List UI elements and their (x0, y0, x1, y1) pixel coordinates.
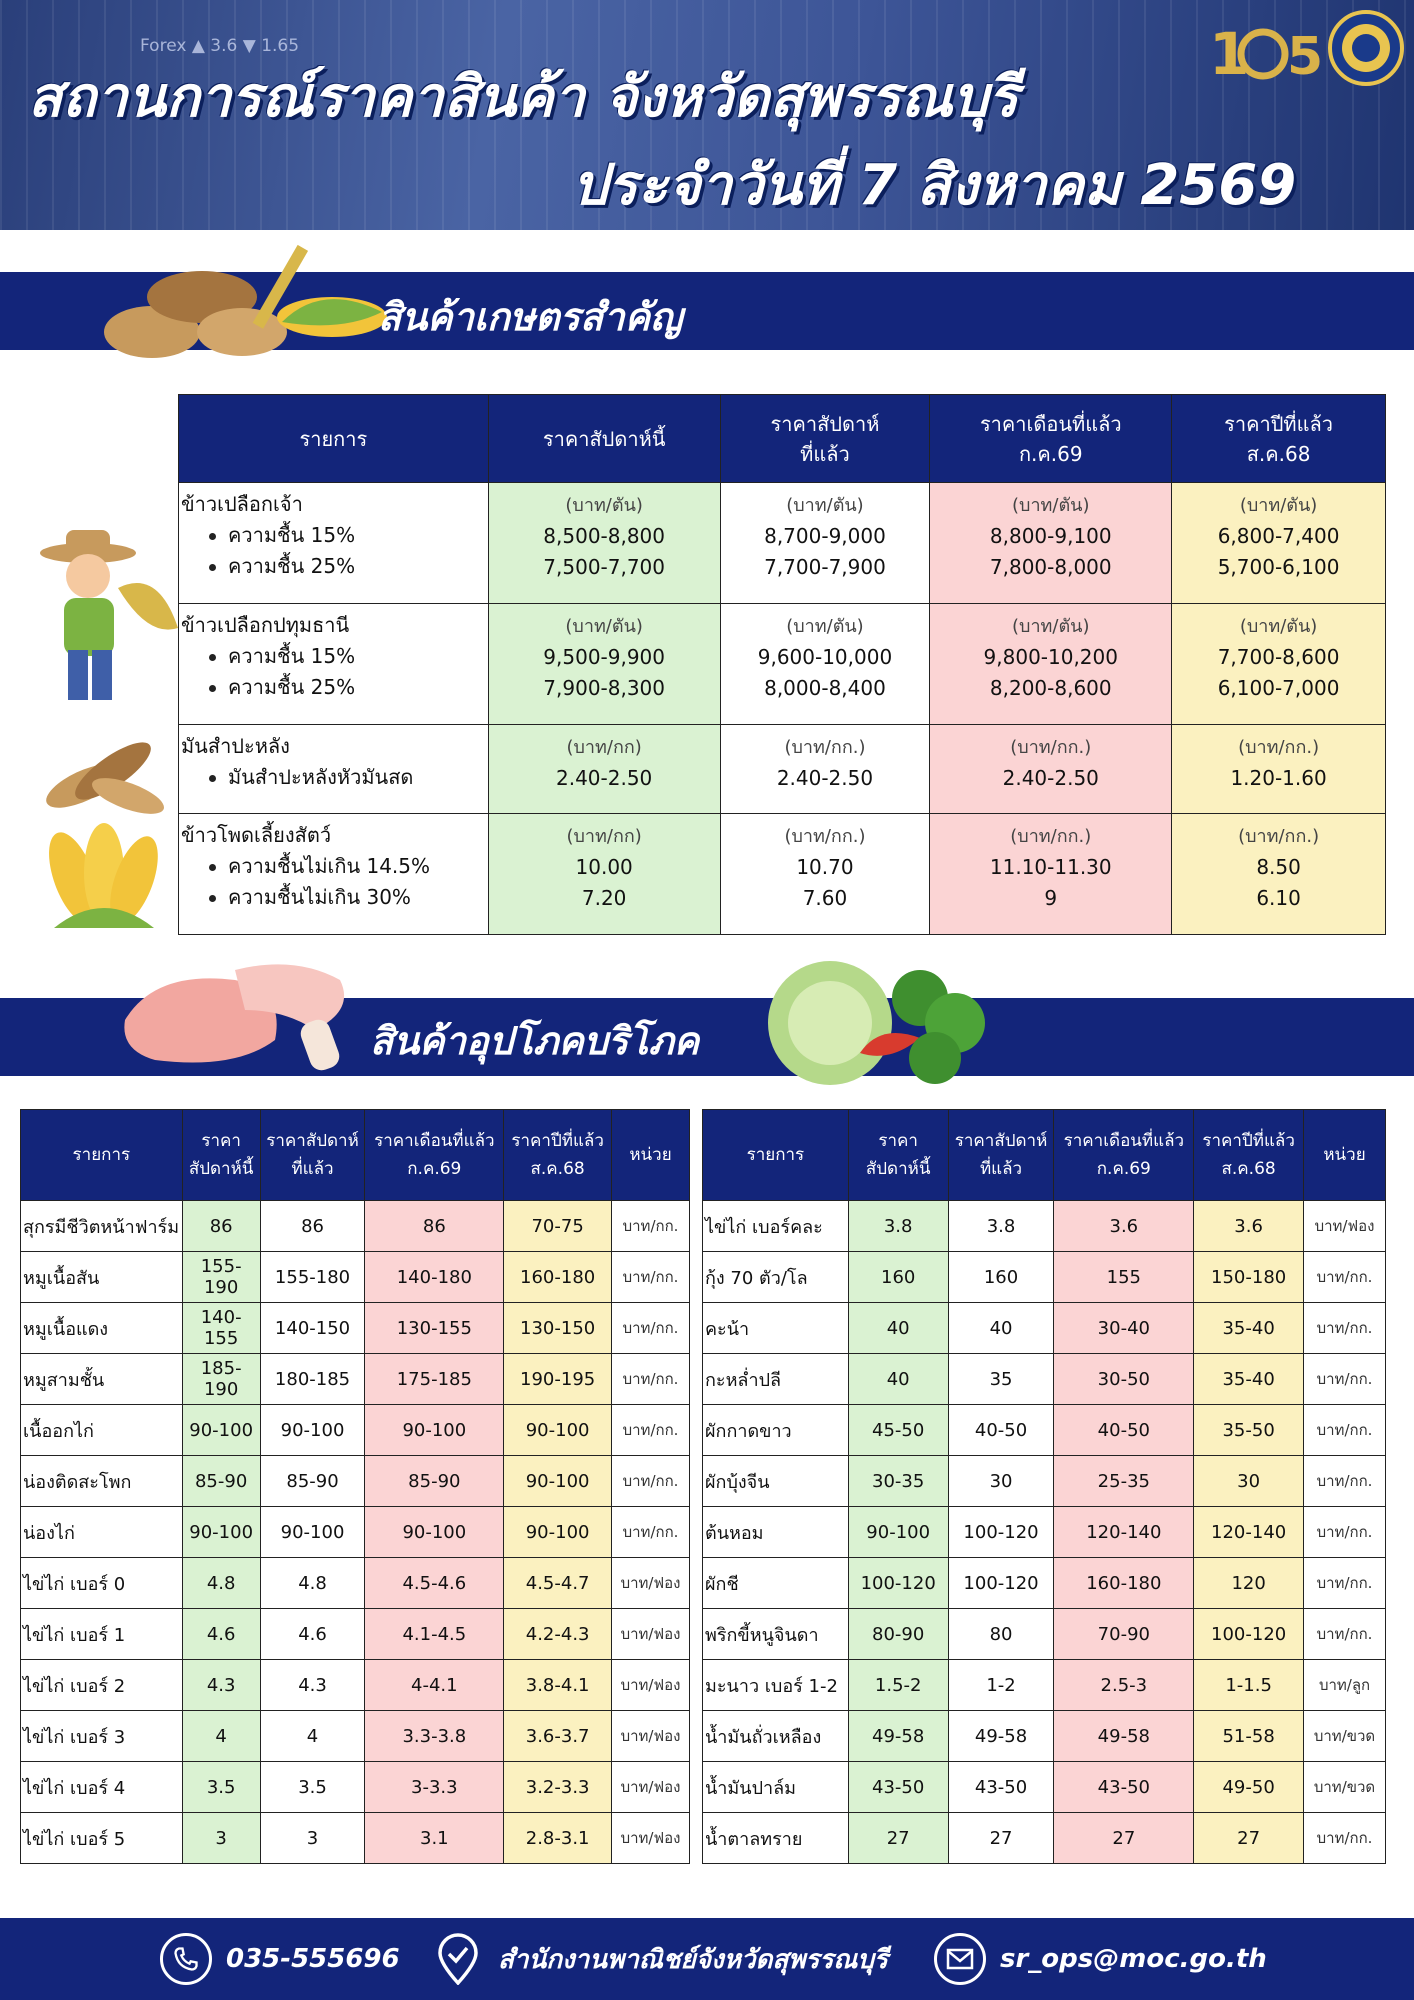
price-this-week: 3 (182, 1813, 260, 1864)
corn-illustration-icon (34, 818, 164, 938)
consumer-col-header: ราคาเดือนที่แล้ว ก.ค.69 (365, 1110, 504, 1201)
item-name: มะนาว เบอร์ 1-2 (703, 1660, 849, 1711)
price-this-week: 4.8 (182, 1558, 260, 1609)
forex-ticker: Forex ▲ 3.6 ▼ 1.65 (140, 36, 300, 56)
table-row (703, 1303, 1386, 1354)
price-last-month: 140-180 (365, 1252, 504, 1303)
price-last-month: 3.3-3.8 (365, 1711, 504, 1762)
price-this-week: 30-35 (848, 1456, 948, 1507)
item-name: ไข่ไก่ เบอร์ 1 (21, 1609, 183, 1660)
consumer-col-header: ราคาปีที่แล้ว ส.ค.68 (504, 1110, 612, 1201)
table-row (703, 1405, 1386, 1456)
item-name: หมูเนื้อแดง (21, 1303, 183, 1354)
footer-phone[interactable] (160, 1918, 400, 2000)
price-last-year: 1-1.5 (1194, 1660, 1304, 1711)
price-last-month: (บาท/ตัน) 8,800-9,100 7,800-8,000 (930, 483, 1172, 604)
price-this-week: 45-50 (848, 1405, 948, 1456)
sub-item: มันสำปะหลังหัวมันสด (181, 762, 488, 793)
price-last-year: 3.8-4.1 (504, 1660, 612, 1711)
item-name: น้ำตาลทราย (703, 1813, 849, 1864)
agri-item-cell (179, 483, 489, 604)
consumer-col-header: รายการ (21, 1110, 183, 1201)
price-this-week: 80-90 (848, 1609, 948, 1660)
table-row (703, 1201, 1386, 1252)
price-last-year: 49-50 (1194, 1762, 1304, 1813)
price-this-week: 3.8 (848, 1201, 948, 1252)
price-last-week: 90-100 (260, 1507, 365, 1558)
table-row (179, 604, 1386, 725)
price-last-week: 100-120 (948, 1558, 1054, 1609)
sub-item: ความชื้น 15% (181, 520, 488, 551)
location-check-icon (432, 1933, 484, 1985)
price-last-week: (บาท/ตัน) 8,700-9,000 7,700-7,900 (720, 483, 930, 604)
unit-label: บาท/กก. (1304, 1354, 1386, 1405)
unit-label: บาท/กก. (612, 1252, 690, 1303)
price-last-month: 30-40 (1054, 1303, 1194, 1354)
price-this-week: 85-90 (182, 1456, 260, 1507)
sub-item: ความชื้นไม่เกิน 30% (181, 882, 488, 913)
price-this-week: 43-50 (848, 1762, 948, 1813)
price-last-year: (บาท/กก.) 8.50 6.10 (1172, 814, 1386, 935)
price-last-week: 160 (948, 1252, 1054, 1303)
price-last-month: 27 (1054, 1813, 1194, 1864)
price-last-month: 25-35 (1054, 1456, 1194, 1507)
item-name: ไข่ไก่ เบอร์ 4 (21, 1762, 183, 1813)
unit-label: บาท/กก. (1304, 1609, 1386, 1660)
price-last-year: (บาท/ตัน) 7,700-8,600 6,100-7,000 (1172, 604, 1386, 725)
price-last-year: 4.2-4.3 (504, 1609, 612, 1660)
agri-item-cell (179, 604, 489, 725)
price-this-week: 49-58 (848, 1711, 948, 1762)
price-last-month: 40-50 (1054, 1405, 1194, 1456)
email-address: sr_ops@moc.go.th (1000, 1944, 1267, 1974)
agri-price-table (178, 394, 1386, 935)
price-this-week: 40 (848, 1303, 948, 1354)
table-row (21, 1201, 690, 1252)
price-last-month: 175-185 (365, 1354, 504, 1405)
consumer-col-header: หน่วย (612, 1110, 690, 1201)
price-last-week: 3.8 (948, 1201, 1054, 1252)
price-last-week: 43-50 (948, 1762, 1054, 1813)
item-name: น่องไก่ (21, 1507, 183, 1558)
unit-label: บาท/กก. (1304, 1303, 1386, 1354)
price-last-week: (บาท/กก.) 2.40-2.50 (720, 725, 930, 814)
agri-table-header (179, 395, 1386, 483)
phone-number: 035-555696 (226, 1944, 400, 1974)
price-last-month: 43-50 (1054, 1762, 1194, 1813)
consumer-table-header (21, 1110, 690, 1201)
price-last-month: (บาท/กก.) 2.40-2.50 (930, 725, 1172, 814)
item-name: กะหล่ำปลี (703, 1354, 849, 1405)
price-last-month: 4.1-4.5 (365, 1609, 504, 1660)
table-row (21, 1558, 690, 1609)
price-last-month: 49-58 (1054, 1711, 1194, 1762)
item-name: ไข่ไก่ เบอร์คละ (703, 1201, 849, 1252)
price-last-year: 160-180 (504, 1252, 612, 1303)
price-last-week: 3 (260, 1813, 365, 1864)
price-last-week: 30 (948, 1456, 1054, 1507)
table-row (21, 1252, 690, 1303)
table-row (703, 1507, 1386, 1558)
table-row (21, 1762, 690, 1813)
price-last-month: 86 (365, 1201, 504, 1252)
page-title: สถานการณ์ราคาสินค้า จังหวัดสุพรรณบุรี (28, 65, 1019, 130)
unit-label: บาท/กก. (612, 1354, 690, 1405)
sub-item: ความชื้น 15% (181, 641, 488, 672)
price-this-week: 90-100 (182, 1405, 260, 1456)
item-name: ผักกาดขาว (703, 1405, 849, 1456)
price-last-year: 190-195 (504, 1354, 612, 1405)
unit-label: บาท/กก. (612, 1201, 690, 1252)
price-last-year: 3.2-3.3 (504, 1762, 612, 1813)
price-this-week: (บาท/กก) 10.00 7.20 (488, 814, 720, 935)
price-last-week: 4.3 (260, 1660, 365, 1711)
price-last-year: 30 (1194, 1456, 1304, 1507)
price-last-month: (บาท/ตัน) 9,800-10,200 8,200-8,600 (930, 604, 1172, 725)
price-last-month: 4.5-4.6 (365, 1558, 504, 1609)
price-last-year: 3.6 (1194, 1201, 1304, 1252)
item-name: ต้นหอม (703, 1507, 849, 1558)
sub-item: ความชื้น 25% (181, 672, 488, 703)
price-last-year: 4.5-4.7 (504, 1558, 612, 1609)
unit-label: บาท/ฟอง (612, 1762, 690, 1813)
table-row (21, 1507, 690, 1558)
price-last-month: 30-50 (1054, 1354, 1194, 1405)
header-banner (0, 0, 1414, 230)
consumer-col-header: ราคาปีที่แล้ว ส.ค.68 (1194, 1110, 1304, 1201)
phone-icon (160, 1933, 212, 1985)
table-row (21, 1609, 690, 1660)
item-name: เนื้ออกไก่ (21, 1405, 183, 1456)
price-this-week: 4.3 (182, 1660, 260, 1711)
consumer-col-header: ราคา สัปดาห์นี้ (182, 1110, 260, 1201)
price-last-week: 86 (260, 1201, 365, 1252)
table-row (703, 1711, 1386, 1762)
item-name: ข้าวเปลือกปทุมธานี (181, 613, 350, 637)
unit-label: บาท/ขวด (1304, 1762, 1386, 1813)
table-row (179, 483, 1386, 604)
price-last-week: 155-180 (260, 1252, 365, 1303)
price-this-week: 86 (182, 1201, 260, 1252)
price-last-week: 1-2 (948, 1660, 1054, 1711)
consumer-col-header: ราคา สัปดาห์นี้ (848, 1110, 948, 1201)
price-last-month: 3-3.3 (365, 1762, 504, 1813)
item-name: ผักบุ้งจีน (703, 1456, 849, 1507)
table-row (21, 1354, 690, 1405)
consumer-table-header (703, 1110, 1386, 1201)
agri-col-header: ราคาสัปดาห์นี้ (488, 395, 720, 483)
price-last-year: 51-58 (1194, 1711, 1304, 1762)
price-last-week: 100-120 (948, 1507, 1054, 1558)
price-last-month: 2.5-3 (1054, 1660, 1194, 1711)
price-this-week: 27 (848, 1813, 948, 1864)
price-last-month: 3.6 (1054, 1201, 1194, 1252)
table-row (21, 1660, 690, 1711)
unit-label: บาท/ฟอง (1304, 1201, 1386, 1252)
table-row (703, 1813, 1386, 1864)
unit-label: บาท/ฟอง (612, 1609, 690, 1660)
price-last-month: 4-4.1 (365, 1660, 504, 1711)
table-row (703, 1252, 1386, 1303)
sub-item: ความชื้นไม่เกิน 14.5% (181, 851, 488, 882)
price-this-week: 155-190 (182, 1252, 260, 1303)
price-last-month: 90-100 (365, 1507, 504, 1558)
consumer-section-band (0, 998, 1414, 1076)
unit-label: บาท/กก. (1304, 1252, 1386, 1303)
item-name: ไข่ไก่ เบอร์ 5 (21, 1813, 183, 1864)
price-this-week: 90-100 (848, 1507, 948, 1558)
anniversary-105-logo-icon (1205, 14, 1325, 82)
item-name: หมูเนื้อสัน (21, 1252, 183, 1303)
consumer-col-header: ราคาสัปดาห์ ที่แล้ว (260, 1110, 365, 1201)
price-last-year: 27 (1194, 1813, 1304, 1864)
consumer-col-header: ราคาเดือนที่แล้ว ก.ค.69 (1054, 1110, 1194, 1201)
price-last-year: 120 (1194, 1558, 1304, 1609)
price-last-year: 3.6-3.7 (504, 1711, 612, 1762)
table-row (179, 725, 1386, 814)
price-last-year: 130-150 (504, 1303, 612, 1354)
unit-label: บาท/กก. (612, 1303, 690, 1354)
table-row (179, 814, 1386, 935)
price-last-year: 150-180 (1194, 1252, 1304, 1303)
item-name: สุกรมีชีวิตหน้าฟาร์ม (21, 1201, 183, 1252)
vegetables-illustration-icon (760, 943, 1000, 1108)
price-this-week: 100-120 (848, 1558, 948, 1609)
price-this-week: 140-155 (182, 1303, 260, 1354)
price-last-week: 140-150 (260, 1303, 365, 1354)
table-row (703, 1558, 1386, 1609)
price-last-month: 85-90 (365, 1456, 504, 1507)
unit-label: บาท/กก. (612, 1507, 690, 1558)
item-name: ข้าวโพดเลี้ยงสัตว์ (181, 823, 332, 847)
agri-col-header: รายการ (179, 395, 489, 483)
table-row (703, 1609, 1386, 1660)
ministry-seal-icon (1328, 10, 1404, 86)
item-name: กุ้ง 70 ตัว/โล (703, 1252, 849, 1303)
price-last-year: 35-40 (1194, 1354, 1304, 1405)
unit-label: บาท/กก. (612, 1456, 690, 1507)
price-this-week: (บาท/กก) 2.40-2.50 (488, 725, 720, 814)
agri-section-band (0, 272, 1414, 350)
price-last-week: 80 (948, 1609, 1054, 1660)
footer-email[interactable] (934, 1918, 1267, 2000)
unit-label: บาท/ฟอง (612, 1813, 690, 1864)
price-last-week: 3.5 (260, 1762, 365, 1813)
price-this-week: 40 (848, 1354, 948, 1405)
table-row (21, 1303, 690, 1354)
consumer-price-table-left (20, 1109, 690, 1864)
price-last-month: 155 (1054, 1252, 1194, 1303)
agri-col-header: ราคาสัปดาห์ ที่แล้ว (720, 395, 930, 483)
item-name: ไข่ไก่ เบอร์ 0 (21, 1558, 183, 1609)
price-this-week: 4 (182, 1711, 260, 1762)
unit-label: บาท/ขวด (1304, 1711, 1386, 1762)
svg-text:5: 5 (1287, 27, 1324, 82)
unit-label: บาท/กก. (1304, 1813, 1386, 1864)
table-row (21, 1711, 690, 1762)
footer-contact-bar (0, 1918, 1414, 2000)
price-last-year: 100-120 (1194, 1609, 1304, 1660)
item-name: ไข่ไก่ เบอร์ 2 (21, 1660, 183, 1711)
price-last-month: 160-180 (1054, 1558, 1194, 1609)
table-row (21, 1405, 690, 1456)
price-last-week: 35 (948, 1354, 1054, 1405)
item-name: ผักชี (703, 1558, 849, 1609)
price-last-year: 35-40 (1194, 1303, 1304, 1354)
consumer-price-table-right (702, 1109, 1386, 1864)
price-this-week: (บาท/ตัน) 8,500-8,800 7,500-7,700 (488, 483, 720, 604)
item-name: มันสำปะหลัง (181, 734, 290, 758)
office-name: สำนักงานพาณิชย์จังหวัดสุพรรณบุรี (498, 1944, 888, 1975)
consumer-col-header: หน่วย (1304, 1110, 1386, 1201)
price-last-month: 90-100 (365, 1405, 504, 1456)
price-this-week: 90-100 (182, 1507, 260, 1558)
price-last-month: (บาท/กก.) 11.10-11.30 9 (930, 814, 1172, 935)
price-last-year: 90-100 (504, 1507, 612, 1558)
unit-label: บาท/ฟอง (612, 1558, 690, 1609)
agri-item-cell (179, 725, 489, 814)
unit-label: บาท/กก. (612, 1405, 690, 1456)
item-name: น้ำมันปาล์ม (703, 1762, 849, 1813)
agri-section-title: สินค้าเกษตรสำคัญ (378, 295, 683, 339)
price-last-week: (บาท/กก.) 10.70 7.60 (720, 814, 930, 935)
price-last-year: 90-100 (504, 1405, 612, 1456)
price-last-week: 90-100 (260, 1405, 365, 1456)
table-row (703, 1456, 1386, 1507)
price-last-week: 27 (948, 1813, 1054, 1864)
svg-text:1: 1 (1209, 20, 1250, 82)
price-this-week: 4.6 (182, 1609, 260, 1660)
price-this-week: 185-190 (182, 1354, 260, 1405)
price-last-year: 120-140 (1194, 1507, 1304, 1558)
unit-label: บาท/กก. (1304, 1558, 1386, 1609)
cassava-illustration-icon (38, 716, 168, 816)
price-last-week: 85-90 (260, 1456, 365, 1507)
price-last-year: (บาท/ตัน) 6,800-7,400 5,700-6,100 (1172, 483, 1386, 604)
unit-label: บาท/กก. (1304, 1405, 1386, 1456)
price-last-month: 3.1 (365, 1813, 504, 1864)
unit-label: บาท/ฟอง (612, 1660, 690, 1711)
price-last-year: 2.8-3.1 (504, 1813, 612, 1864)
price-last-week: (บาท/ตัน) 9,600-10,000 8,000-8,400 (720, 604, 930, 725)
unit-label: บาท/ฟอง (612, 1711, 690, 1762)
price-this-week: (บาท/ตัน) 9,500-9,900 7,900-8,300 (488, 604, 720, 725)
agri-col-header: ราคาปีที่แล้ว ส.ค.68 (1172, 395, 1386, 483)
table-row (703, 1660, 1386, 1711)
item-name: ไข่ไก่ เบอร์ 3 (21, 1711, 183, 1762)
cassava-rice-corn-illustration-icon (92, 222, 402, 372)
item-name: น้ำมันถั่วเหลือง (703, 1711, 849, 1762)
price-last-month: 70-90 (1054, 1609, 1194, 1660)
item-name: น่องติดสะโพก (21, 1456, 183, 1507)
meat-chicken-illustration-icon (115, 950, 360, 1080)
page-date: ประจำวันที่ 7 สิงหาคม 2569 (572, 153, 1297, 218)
price-last-week: 40-50 (948, 1405, 1054, 1456)
price-last-year: 90-100 (504, 1456, 612, 1507)
consumer-col-header: ราคาสัปดาห์ ที่แล้ว (948, 1110, 1054, 1201)
sub-item: ความชื้น 25% (181, 551, 488, 582)
table-row (703, 1762, 1386, 1813)
price-last-year: 70-75 (504, 1201, 612, 1252)
consumer-section-title: สินค้าอุปโภคบริโภค (370, 1019, 700, 1063)
footer-office (432, 1918, 888, 2000)
price-last-month: 120-140 (1054, 1507, 1194, 1558)
unit-label: บาท/ลูก (1304, 1660, 1386, 1711)
table-row (703, 1354, 1386, 1405)
farmer-harvesting-illustration-icon (28, 528, 188, 718)
price-last-year: 35-50 (1194, 1405, 1304, 1456)
price-this-week: 1.5-2 (848, 1660, 948, 1711)
item-name: คะน้า (703, 1303, 849, 1354)
table-row (21, 1813, 690, 1864)
price-this-week: 160 (848, 1252, 948, 1303)
price-last-week: 180-185 (260, 1354, 365, 1405)
table-row (21, 1456, 690, 1507)
price-last-year: (บาท/กก.) 1.20-1.60 (1172, 725, 1386, 814)
price-last-week: 4.8 (260, 1558, 365, 1609)
price-this-week: 3.5 (182, 1762, 260, 1813)
unit-label: บาท/กก. (1304, 1507, 1386, 1558)
price-last-week: 40 (948, 1303, 1054, 1354)
mail-icon (934, 1933, 986, 1985)
price-last-week: 49-58 (948, 1711, 1054, 1762)
item-name: ข้าวเปลือกเจ้า (181, 492, 303, 516)
unit-label: บาท/กก. (1304, 1456, 1386, 1507)
agri-item-cell (179, 814, 489, 935)
item-name: พริกขี้หนูจินดา (703, 1609, 849, 1660)
price-last-week: 4.6 (260, 1609, 365, 1660)
consumer-col-header: รายการ (703, 1110, 849, 1201)
price-last-week: 4 (260, 1711, 365, 1762)
price-last-month: 130-155 (365, 1303, 504, 1354)
agri-col-header: ราคาเดือนที่แล้ว ก.ค.69 (930, 395, 1172, 483)
item-name: หมูสามชั้น (21, 1354, 183, 1405)
